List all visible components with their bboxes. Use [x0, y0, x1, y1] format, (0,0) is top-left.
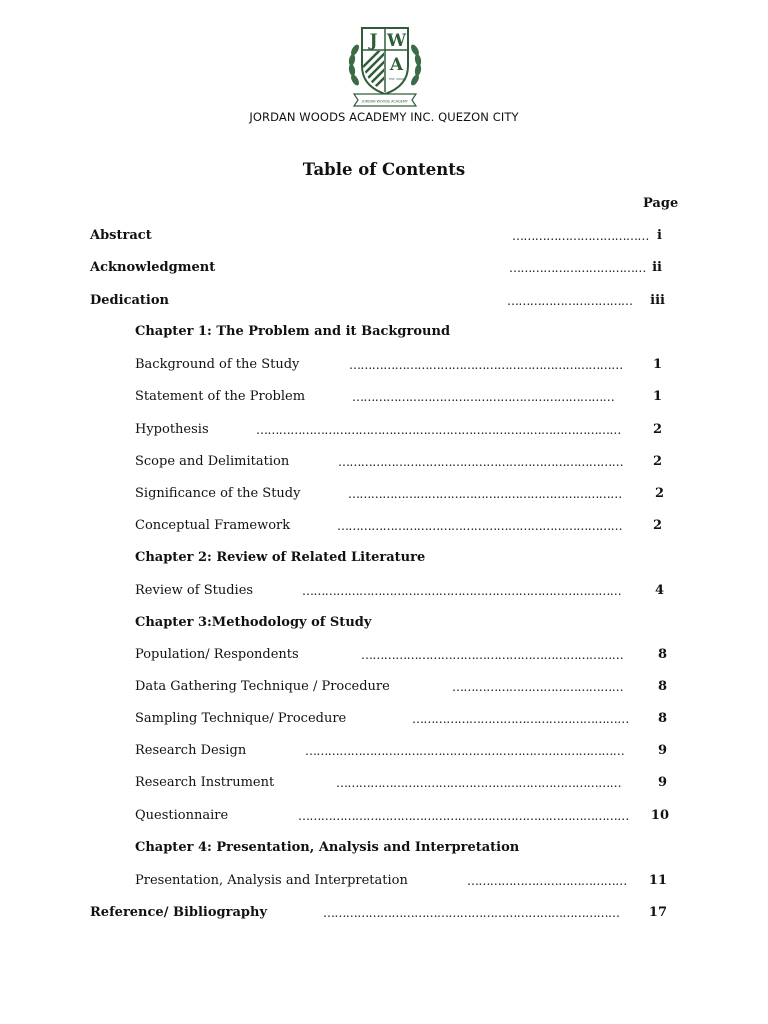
dot-leader: ……………………………………………………………: [352, 390, 615, 404]
toc-entry-label: Scope and Delimitation: [135, 454, 290, 469]
chapter-heading: Chapter 2: Review of Related Literature: [135, 550, 426, 565]
page-number: i: [657, 228, 662, 243]
toc-entry-label: Statement of the Problem: [135, 389, 306, 404]
toc-entry-label: Conceptual Framework: [135, 518, 291, 533]
page-number: 1: [652, 357, 662, 372]
page-number: 17: [648, 905, 667, 920]
toc-entry-label: Review of Studies: [135, 583, 254, 598]
dot-leader: ………………………………: [512, 229, 649, 243]
dot-leader: ………………………………………………………………: [348, 487, 622, 501]
page-number: 1: [652, 389, 662, 404]
page-column-header: Page: [643, 196, 679, 211]
toc-entry-label: Presentation, Analysis and Interpretation: [135, 873, 408, 888]
school-name: JORDAN WOODS ACADEMY INC. QUEZON CITY: [249, 110, 519, 124]
dot-leader: …………………………………………………………………: [337, 519, 623, 533]
dot-leader: ……………………………………………………………………………: [298, 809, 629, 823]
chapter-heading: Chapter 4: Presentation, Analysis and Interpretation: [135, 840, 520, 855]
page-number: ii: [652, 260, 662, 275]
toc-entry-label: Dedication: [90, 293, 169, 308]
toc-entry-label: Research Design: [135, 743, 247, 758]
toc-entry-label: Acknowledgment: [90, 260, 216, 275]
page-number: 11: [648, 873, 667, 888]
page-number: 2: [654, 486, 664, 501]
toc-entry-label: Reference/ Bibliography: [90, 905, 267, 920]
school-crest-logo: [348, 22, 422, 110]
dot-leader: ………………………………………………………………: [349, 358, 623, 372]
dot-leader: ………………………………: [509, 261, 646, 275]
dot-leader: ……………………………………………………………………: [323, 906, 620, 920]
page-number: 4: [654, 583, 664, 598]
toc-entry-label: Research Instrument: [135, 775, 275, 790]
toc-entry-label: Hypothesis: [135, 422, 209, 437]
svg-text:J: J: [369, 31, 378, 51]
dot-leader: ……………………………………: [467, 874, 627, 888]
dot-leader: ……………………………: [507, 294, 633, 308]
dot-leader: ………………………………………: [452, 680, 624, 694]
dot-leader: …………………………………………………: [412, 712, 629, 726]
toc-entry-label: Population/ Respondents: [135, 647, 299, 662]
toc-entry-label: Significance of the Study: [135, 486, 301, 501]
svg-text:A: A: [389, 55, 404, 75]
dot-leader: …………………………………………………………………: [338, 455, 624, 469]
dot-leader: …………………………………………………………………………: [302, 584, 622, 598]
page-title: Table of Contents: [302, 160, 466, 179]
svg-text:JORDAN WOODS ACADEMY: JORDAN WOODS ACADEMY: [362, 99, 408, 104]
toc-entry-label: Abstract: [90, 228, 152, 243]
page-number: 9: [657, 743, 667, 758]
toc-entry-label: Sampling Technique/ Procedure: [135, 711, 347, 726]
page-number: 8: [657, 647, 667, 662]
page-number: 2: [652, 454, 662, 469]
page-number: 9: [657, 775, 667, 790]
page-number: 2: [652, 518, 662, 533]
page-number: iii: [650, 293, 665, 308]
chapter-heading: Chapter 3:Methodology of Study: [135, 615, 372, 630]
page-number: 2: [652, 422, 662, 437]
toc-entry-label: Background of the Study: [135, 357, 300, 372]
dot-leader: ……………………………………………………………: [361, 648, 624, 662]
svg-text:W: W: [386, 31, 407, 51]
page-number: 8: [657, 711, 667, 726]
toc-entry-label: Data Gathering Technique / Procedure: [135, 679, 390, 694]
dot-leader: …………………………………………………………………………: [305, 744, 625, 758]
toc-entry-label: Questionnaire: [135, 808, 229, 823]
chapter-heading: Chapter 1: The Problem and it Background: [135, 324, 451, 339]
svg-text:EST. 2009: EST. 2009: [389, 77, 404, 81]
dot-leader: …………………………………………………………………: [336, 776, 622, 790]
page-number: 8: [657, 679, 667, 694]
dot-leader: ……………………………………………………………………………………: [256, 423, 621, 437]
page-number: 10: [650, 808, 669, 823]
